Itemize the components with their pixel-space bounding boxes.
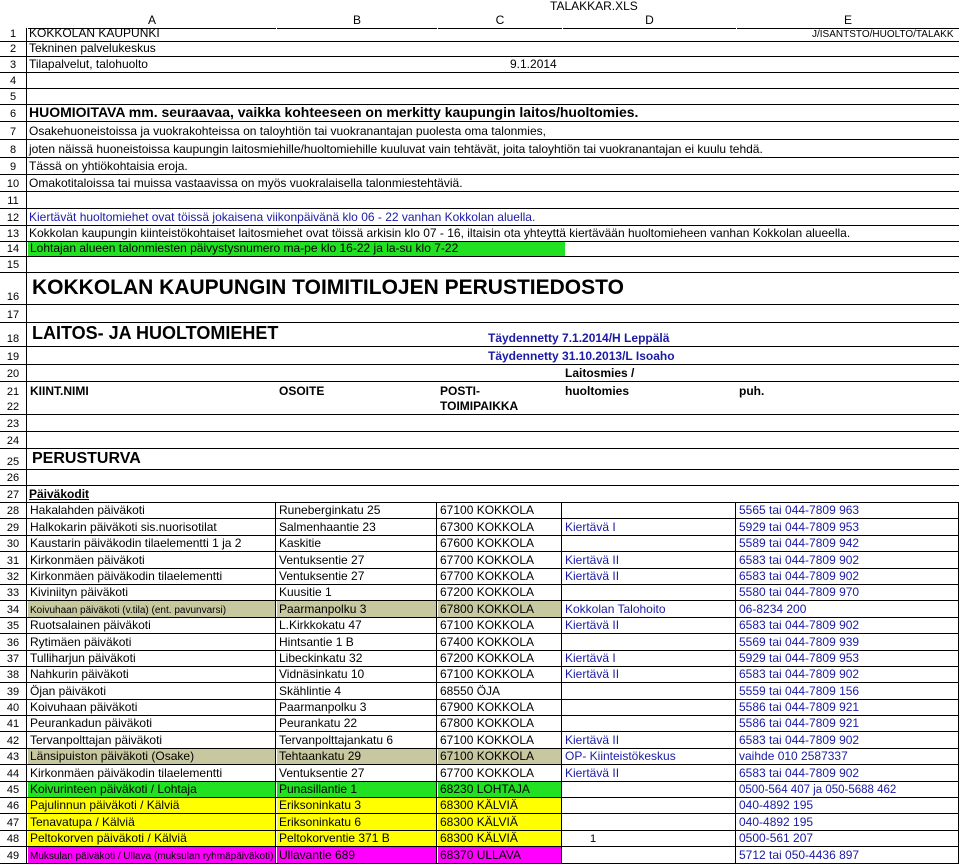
row-number: 18 [0,323,27,346]
address-cell[interactable]: Salmenhaantie 23 [277,519,437,534]
address-cell[interactable]: Eriksoninkatu 6 [277,814,437,829]
maintenance-man-cell[interactable]: Kiertävä II [563,618,736,633]
row-number: 46 [0,798,27,813]
maintenance-man-cell[interactable] [563,700,736,715]
row-number: 40 [0,700,27,715]
sheet-row [0,226,959,242]
address-cell[interactable]: Peurankatu 22 [277,716,437,731]
row-number: 10 [0,175,27,191]
address-cell[interactable]: Libeckinkatu 32 [277,651,437,666]
row-number: 16 [0,273,27,304]
org-name: KOKKOLAN KAUPUNKI [29,26,160,40]
row-number: 25 [0,449,27,469]
maintenance-man-cell[interactable]: OP- Kiinteistökeskus [563,749,736,764]
column-header-b[interactable]: B [277,13,437,29]
facility-name-cell[interactable]: Tulliharjun päiväkoti [28,651,276,666]
sheet-row [0,257,959,273]
table-header-laitosmies: Laitosmies / [565,366,635,380]
table-row[interactable] [0,569,959,585]
facility-name-cell[interactable]: Tervanpolttajan päiväkoti [28,732,276,747]
row-number: 22 [0,399,27,414]
updated-line: Täydennetty 31.10.2013/L Isoaho [488,349,675,363]
facility-name-cell[interactable]: Koivuhaan päiväkoti (v.tila) (ent. pavunvarsi) [28,601,276,616]
table-row[interactable] [0,683,959,699]
row-number: 1 [0,28,27,41]
row-number: 35 [0,618,27,633]
table-row[interactable] [0,831,959,847]
row-number: 48 [0,831,27,846]
address-cell[interactable]: Skählintie 4 [277,683,437,698]
table-row[interactable] [0,585,959,601]
row-number: 20 [0,365,27,381]
row-number: 21 [0,382,27,399]
facility-name-cell[interactable]: Kirkonmäen päiväkodin tilaelementti [28,569,276,584]
sheet-row [0,105,959,122]
maintenance-man-cell[interactable]: Kiertävä I [563,651,736,666]
phone-cell[interactable]: 040-4892 195 [737,798,959,813]
column-header-e[interactable]: E [737,13,959,29]
postal-cell[interactable]: 68300 KÄLVIÄ [438,831,562,846]
row-number: 38 [0,667,27,682]
postal-cell[interactable]: 68300 KÄLVIÄ [438,814,562,829]
postal-cell[interactable]: 67100 KOKKOLA [438,503,562,518]
phone-cell[interactable]: 6583 tai 044-7809 902 [737,732,959,747]
sheet-row [0,365,959,382]
postal-cell[interactable]: 67100 KOKKOLA [438,732,562,747]
table-row[interactable] [0,782,959,798]
maintenance-man-cell[interactable] [563,716,736,731]
table-row[interactable] [0,651,959,667]
sheet-row [0,273,959,305]
phone-cell[interactable]: 5589 tai 044-7809 942 [737,536,959,551]
note-heading: HUOMIOITAVA mm. seuraavaa, vaikka kohteeseen on merkitty kaupungin laitos/huoltomies. [29,104,639,120]
row-number: 6 [0,105,27,121]
spreadsheet [0,28,959,864]
facility-table [0,503,959,864]
postal-cell[interactable]: 67400 KOKKOLA [438,634,562,649]
row-number: 12 [0,209,27,225]
phone-cell[interactable]: 5712 tai 050-4436 897 [737,847,959,862]
postal-cell[interactable]: 67700 KOKKOLA [438,569,562,584]
maintenance-man-cell[interactable] [563,536,736,551]
document-date: 9.1.2014 [510,57,557,71]
maintenance-man-cell[interactable]: Kiertävä II [563,732,736,747]
page-number: 1 [590,833,597,845]
sheet-row [0,28,959,42]
row-number: 27 [0,486,27,502]
sheet-row [0,399,959,415]
address-cell[interactable]: Runeberginkatu 25 [277,503,437,518]
sheet-row [0,242,959,257]
row-number: 4 [0,73,27,88]
row-number: 5 [0,89,27,104]
facility-name-cell[interactable]: Koivurinteen päiväkoti / Lohtaja [28,782,276,797]
sheet-row [0,432,959,449]
address-cell[interactable]: Ullavantie 689 [277,847,437,862]
note-line: Kiertävät huoltomiehet ovat töissä jokaisena viikonpäivänä klo 06 - 22 vanhan Kokkolan aluella. [29,210,536,224]
updated-line: Täydennetty 7.1.2014/H Leppälä [488,331,670,345]
row-number: 14 [0,242,27,256]
table-header-toimipaikka: TOIMIPAIKKA [440,399,519,413]
phone-cell[interactable]: 06-8234 200 [737,601,959,616]
note-line: Lohtajan alueen talonmiesten päivystysnumero ma-pe klo 16-22 ja la-su klo 7-22 [28,242,565,256]
row-number: 39 [0,683,27,698]
sheet-row [0,209,959,226]
row-number: 44 [0,765,27,780]
phone-cell[interactable]: 6583 tai 044-7809 902 [737,667,959,682]
subtitle: LAITOS- JA HUOLTOMIEHET [32,323,279,343]
row-number: 45 [0,782,27,797]
row-number: 41 [0,716,27,731]
sheet-row [0,449,959,470]
table-header-huoltomies: huoltomies [565,384,630,398]
phone-cell[interactable]: 5929 tai 044-7809 953 [737,519,959,534]
facility-name-cell[interactable]: Länsipuiston päiväkoti (Osake) [28,749,276,764]
row-number: 43 [0,749,27,764]
address-cell[interactable]: Eriksoninkatu 3 [277,798,437,813]
row-number: 26 [0,470,27,485]
table-row[interactable] [0,700,959,716]
phone-cell[interactable]: 5929 tai 044-7809 953 [737,651,959,666]
maintenance-man-cell[interactable]: Kokkolan Talohoito [563,601,736,616]
unit-name: Tilapalvelut, talohuolto [29,57,148,71]
postal-cell[interactable]: 67100 KOKKOLA [438,749,562,764]
table-header-name: KIINT.NIMI [30,384,89,398]
maintenance-man-cell[interactable] [563,683,736,698]
maintenance-man-cell[interactable] [563,634,736,649]
facility-name-cell[interactable]: Halkokarin päiväkoti sis.nuorisotilat [28,519,276,534]
row-number: 17 [0,305,27,322]
sheet-row [0,382,959,399]
postal-cell[interactable]: 67800 KOKKOLA [438,716,562,731]
row-number: 8 [0,140,27,157]
phone-cell[interactable]: 6583 tai 044-7809 902 [737,765,959,780]
row-number: 31 [0,552,27,567]
row-number: 2 [0,42,27,56]
maintenance-man-cell[interactable] [563,503,736,518]
postal-cell[interactable]: 67600 KOKKOLA [438,536,562,551]
facility-name-cell[interactable]: Nahkurin päiväkoti [28,667,276,682]
row-number: 7 [0,122,27,139]
postal-cell[interactable]: 67200 KOKKOLA [438,651,562,666]
row-number: 30 [0,536,27,551]
phone-cell[interactable]: 5559 tai 044-7809 156 [737,683,959,698]
address-cell[interactable]: Peltokorventie 371 B [277,831,437,846]
table-row[interactable] [0,798,959,814]
address-cell[interactable]: Ventuksentie 27 [277,569,437,584]
address-cell[interactable]: Paarmanpolku 3 [277,601,437,616]
address-cell[interactable]: L.Kirkkokatu 47 [277,618,437,633]
table-row[interactable] [0,847,959,863]
sheet-row [0,415,959,432]
sheet-row [0,175,959,192]
maintenance-man-cell[interactable]: Kiertävä II [563,765,736,780]
sheet-row [0,89,959,105]
phone-cell[interactable]: 0500-564 407 ja 050-5688 462 [737,782,959,797]
table-row[interactable] [0,552,959,568]
sheet-row [0,347,959,365]
sheet-row [0,323,959,347]
sheet-row [0,122,959,140]
phone-cell[interactable]: 5565 tai 044-7809 963 [737,503,959,518]
row-number: 19 [0,347,27,364]
phone-cell[interactable]: 040-4892 195 [737,814,959,829]
row-number: 13 [0,226,27,241]
table-row[interactable] [0,536,959,552]
address-cell[interactable]: Hintsantie 1 B [277,634,437,649]
row-number: 42 [0,732,27,747]
note-line: Kokkolan kaupungin kiinteistökohtaiset laitosmiehet ovat töissä arkisin klo 07 - 16, iltaisin ota yhteyttä kiertävään huoltomieheen vanhan Kokkolan alueella. [29,226,851,240]
note-line: Tässä on yhtiökohtaisia eroja. [29,159,188,173]
address-cell[interactable]: Tervanpolttajankatu 6 [277,732,437,747]
file-title: TALAKKAR.XLS [550,0,638,13]
postal-cell[interactable]: 67700 KOKKOLA [438,552,562,567]
postal-cell[interactable]: 67200 KOKKOLA [438,585,562,600]
phone-cell[interactable]: 5569 tai 044-7809 939 [737,634,959,649]
phone-cell[interactable]: 6583 tai 044-7809 902 [737,569,959,584]
address-cell[interactable]: Kaskitie [277,536,437,551]
phone-cell[interactable]: 5586 tai 044-7809 921 [737,700,959,715]
department-name: Tekninen palvelukeskus [29,41,156,55]
facility-name-cell[interactable]: Muksulan päiväkoti / Ullava (muksulan ryhmäpäiväkoti) [28,847,276,862]
row-number: 49 [0,847,27,862]
postal-cell[interactable]: 67100 KOKKOLA [438,618,562,633]
row-number: 28 [0,503,27,518]
facility-name-cell[interactable]: Hakalahden päiväkoti [28,503,276,518]
postal-cell[interactable]: 67700 KOKKOLA [438,765,562,780]
maintenance-man-cell[interactable] [563,798,736,813]
row-number: 23 [0,415,27,431]
facility-name-cell[interactable]: Kirkonmäen päiväkodin tilaelementti [28,765,276,780]
main-title: KOKKOLAN KAUPUNGIN TOIMITILOJEN PERUSTIEDOSTO [32,276,624,299]
facility-name-cell[interactable]: Öjan päiväkoti [28,683,276,698]
row-number: 9 [0,158,27,174]
facility-name-cell[interactable]: Kirkonmäen päiväkoti [28,552,276,567]
row-number: 37 [0,651,27,666]
facility-name-cell[interactable]: Kaustarin päiväkodin tilaelementti 1 ja 2 [28,536,276,551]
postal-cell[interactable]: 67300 KOKKOLA [438,519,562,534]
facility-name-cell[interactable]: Peltokorven päiväkoti / Kälviä [28,831,276,846]
note-line: joten näissä huoneistoissa kaupungin laitosmiehille/huoltomiehille kuuluvat vain tehtävät, joita taloyhtiön tai vuokranantajan ei kuulu tehdä. [29,142,763,156]
row-number: 29 [0,519,27,534]
postal-cell[interactable]: 67900 KOKKOLA [438,700,562,715]
address-cell[interactable]: Paarmanpolku 3 [277,700,437,715]
table-header-address: OSOITE [279,384,325,398]
sheet-row [0,470,959,486]
note-line: Osakehuoneistoissa ja vuokrakohteissa on taloyhtiön tai vuokranantajan puolesta oma talonmies, [29,124,546,138]
sheet-row [0,140,959,158]
address-cell[interactable]: Ventuksentie 27 [277,765,437,780]
phone-cell[interactable]: 6583 tai 044-7809 902 [737,618,959,633]
postal-cell[interactable]: 68230 LOHTAJA [438,782,562,797]
row-number: 15 [0,257,27,272]
table-row[interactable] [0,749,959,765]
facility-name-cell[interactable]: Kiviniityn päiväkoti [28,585,276,600]
address-cell[interactable]: Kuusitie 1 [277,585,437,600]
row-number: 34 [0,601,27,616]
maintenance-man-cell[interactable] [563,782,736,797]
address-cell[interactable]: Punasillantie 1 [277,782,437,797]
maintenance-man-cell[interactable] [563,847,736,862]
sheet-row [0,305,959,323]
subsection-heading: Päiväkodit [29,487,90,501]
sheet-row [0,57,959,73]
table-row[interactable] [0,732,959,748]
table-row[interactable] [0,667,959,683]
column-header-c[interactable]: C [438,13,562,29]
note-line: Omakotitaloissa tai muissa vastaavissa on myös vuokralaisella talonmiestehtäviä. [29,176,463,190]
table-header-posti: POSTI- [440,384,481,398]
facility-name-cell[interactable]: Pajulinnun päiväkoti / Kälviä [28,798,276,813]
table-row[interactable] [0,618,959,634]
maintenance-man-cell[interactable]: Kiertävä II [563,569,736,584]
maintenance-man-cell[interactable]: Kiertävä II [563,552,736,567]
facility-name-cell[interactable]: Peurankadun päiväkoti [28,716,276,731]
maintenance-man-cell[interactable] [563,585,736,600]
table-row[interactable] [0,601,959,617]
postal-cell[interactable]: 67800 KOKKOLA [438,601,562,616]
row-number: 32 [0,569,27,584]
sheet-row [0,158,959,175]
row-number: 33 [0,585,27,600]
phone-cell[interactable]: 6583 tai 044-7809 902 [737,552,959,567]
table-row[interactable] [0,716,959,732]
file-path-ref: J/ISANTSTO/HUOLTO/TALAKK [812,29,954,40]
column-header-a[interactable]: A [28,13,276,29]
sheet-row [0,192,959,209]
postal-cell[interactable]: 68300 KÄLVIÄ [438,798,562,813]
phone-cell[interactable]: 5586 tai 044-7809 921 [737,716,959,731]
row-number: 24 [0,432,27,448]
sheet-row [0,42,959,57]
sheet-row [0,486,959,503]
address-cell[interactable]: Vidnäsinkatu 10 [277,667,437,682]
table-row[interactable] [0,634,959,650]
facility-name-cell[interactable]: Koivuhaan päiväkoti [28,700,276,715]
table-row[interactable] [0,503,959,519]
postal-cell[interactable]: 67100 KOKKOLA [438,667,562,682]
column-header-d[interactable]: D [563,13,736,29]
table-row[interactable] [0,814,959,830]
phone-cell[interactable]: 5580 tai 044-7809 970 [737,585,959,600]
sheet-row [0,73,959,89]
facility-name-cell[interactable]: Rytimäen päiväkoti [28,634,276,649]
row-number: 47 [0,814,27,829]
facility-name-cell[interactable]: Tenavatupa / Kälviä [28,814,276,829]
facility-name-cell[interactable]: Ruotsalainen päiväkoti [28,618,276,633]
section-heading: PERUSTURVA [32,450,141,467]
row-number: 11 [0,192,27,208]
address-cell[interactable]: Ventuksentie 27 [277,552,437,567]
maintenance-man-cell[interactable] [563,814,736,829]
table-row[interactable] [0,765,959,781]
table-header-phone: puh. [739,384,765,398]
address-cell[interactable]: Tehtaankatu 29 [277,749,437,764]
maintenance-man-cell[interactable]: Kiertävä II [563,667,736,682]
postal-cell[interactable]: 68550 ÖJA [438,683,562,698]
phone-cell[interactable]: vaihde 010 2587337 [737,749,959,764]
table-row[interactable] [0,519,959,535]
phone-cell[interactable]: 0500-561 207 [737,831,959,846]
row-number: 3 [0,57,27,72]
row-number: 36 [0,634,27,649]
postal-cell[interactable]: 68370 ULLAVA [438,847,562,862]
maintenance-man-cell[interactable]: Kiertävä I [563,519,736,534]
